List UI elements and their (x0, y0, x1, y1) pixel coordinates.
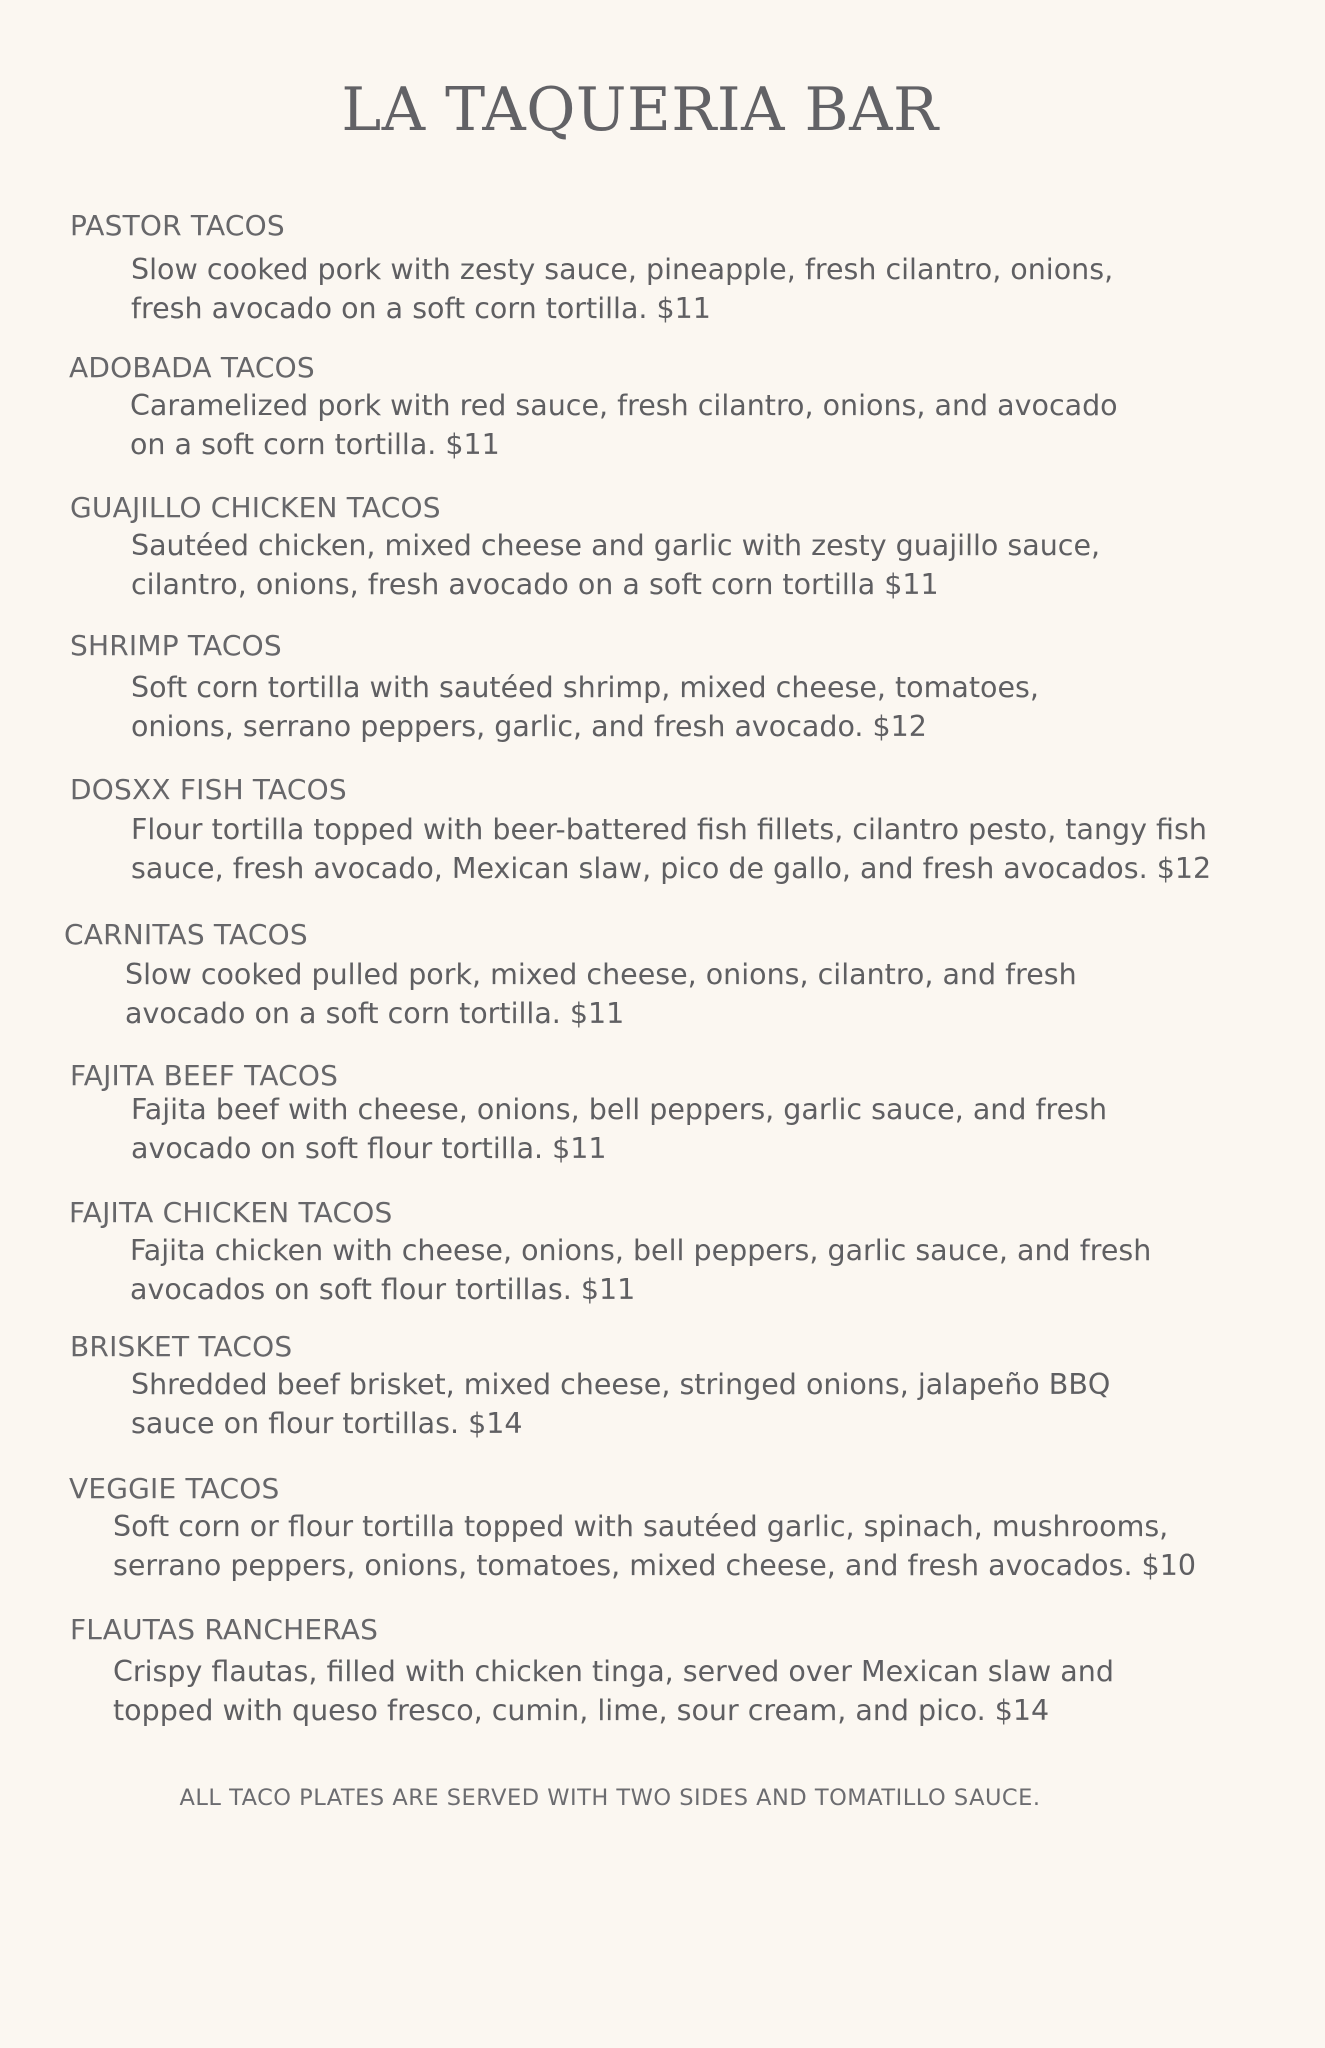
description-line: onions, serrano peppers, garlic, and fresh avocado. $12 (131, 710, 927, 743)
menu-item-description (131, 810, 1211, 888)
menu-item-description (113, 1652, 1114, 1730)
footer-note: ALL TACO PLATES ARE SERVED WITH TWO SIDES AND TOMATILLO SAUCE. (179, 1785, 1041, 1811)
menu-item-name: SHRIMP TACOS (70, 629, 282, 662)
description-line: avocado on a soft corn tortilla. $11 (125, 997, 625, 1030)
description-line: Sautéed chicken, mixed cheese and garlic with zesty guajillo sauce, (131, 529, 1101, 562)
description-line: Crispy flautas, filled with chicken tinga, served over Mexican slaw and (113, 1655, 1114, 1688)
menu-item-name: FLAUTAS RANCHERAS (70, 1613, 379, 1646)
menu-item-flautas-rancheras (70, 1612, 1114, 1730)
menu-item-description (131, 1090, 1107, 1168)
menu-item-dosxx-fish-tacos (70, 772, 1211, 888)
menu-item-description (130, 386, 1118, 464)
menu-item-adobada-tacos (69, 350, 1118, 464)
menu-item-name: ADOBADA TACOS (69, 351, 315, 384)
menu-item-name: PASTOR TACOS (70, 209, 285, 242)
description-line: Soft corn or flour tortilla topped with sautéed garlic, spinach, mushrooms, (113, 1510, 1169, 1543)
description-line: avocados on soft flour tortillas. $11 (130, 1273, 636, 1306)
menu-item-carnitas-tacos (64, 917, 1077, 1033)
description-line: Caramelized pork with red sauce, fresh cilantro, onions, and avocado (130, 389, 1118, 422)
menu-item-name: FAJITA BEEF TACOS (70, 1059, 339, 1092)
description-line: Shredded beef brisket, mixed cheese, stringed onions, jalapeño BBQ (131, 1368, 1111, 1401)
menu-item-fajita-chicken-tacos (69, 1195, 1151, 1309)
description-line: serrano peppers, onions, tomatoes, mixed cheese, and fresh avocados. $10 (113, 1549, 1196, 1582)
description-line: Slow cooked pork with zesty sauce, pineapple, fresh cilantro, onions, (131, 253, 1114, 286)
menu-item-name: FAJITA CHICKEN TACOS (69, 1196, 393, 1229)
description-line: topped with queso fresco, cumin, lime, sour cream, and pico. $14 (113, 1694, 1050, 1727)
menu-item-description (131, 250, 1113, 328)
description-line: avocado on soft flour tortilla. $11 (131, 1132, 607, 1165)
menu-item-description (130, 1231, 1151, 1309)
menu-item-name: DOSXX FISH TACOS (70, 773, 347, 806)
description-line: Fajita beef with cheese, onions, bell peppers, garlic sauce, and fresh (131, 1093, 1108, 1126)
menu-title: LA TAQUERIA BAR (341, 75, 939, 145)
menu-item-pastor-tacos (70, 208, 1113, 328)
description-line: Fajita chicken with cheese, onions, bell peppers, garlic sauce, and fresh (130, 1234, 1152, 1267)
menu-item-description (131, 1365, 1110, 1443)
menu-item-shrimp-tacos (70, 628, 1039, 746)
description-line: Slow cooked pulled pork, mixed cheese, onions, cilantro, and fresh (125, 958, 1077, 991)
menu-item-veggie-tacos (69, 1471, 1196, 1585)
menu-item-guajillo-chicken-tacos (70, 490, 1100, 604)
menu-item-name: GUAJILLO CHICKEN TACOS (70, 491, 441, 524)
description-line: cilantro, onions, fresh avocado on a soft corn tortilla $11 (131, 568, 939, 601)
description-line: sauce on flour tortillas. $14 (131, 1407, 523, 1440)
menu-item-description (113, 1507, 1196, 1585)
menu-item-name: CARNITAS TACOS (64, 918, 308, 951)
menu-item-description (131, 668, 1039, 746)
menu-item-name: VEGGIE TACOS (69, 1472, 280, 1505)
description-line: fresh avocado on a soft corn tortilla. $11 (131, 292, 711, 325)
menu-item-description (125, 955, 1077, 1033)
description-line: Soft corn tortilla with sautéed shrimp, mixed cheese, tomatoes, (131, 671, 1039, 704)
menu-item-name: BRISKET TACOS (70, 1330, 293, 1363)
description-line: on a soft corn tortilla. $11 (130, 428, 500, 461)
menu-item-description (131, 526, 1100, 604)
description-line: sauce, fresh avocado, Mexican slaw, pico de gallo, and fresh avocados. $12 (131, 852, 1212, 885)
menu-item-fajita-beef-tacos (70, 1058, 1107, 1168)
menu-item-brisket-tacos (70, 1329, 1110, 1443)
description-line: Flour tortilla topped with beer-battered fish fillets, cilantro pesto, tangy fish (131, 813, 1207, 846)
